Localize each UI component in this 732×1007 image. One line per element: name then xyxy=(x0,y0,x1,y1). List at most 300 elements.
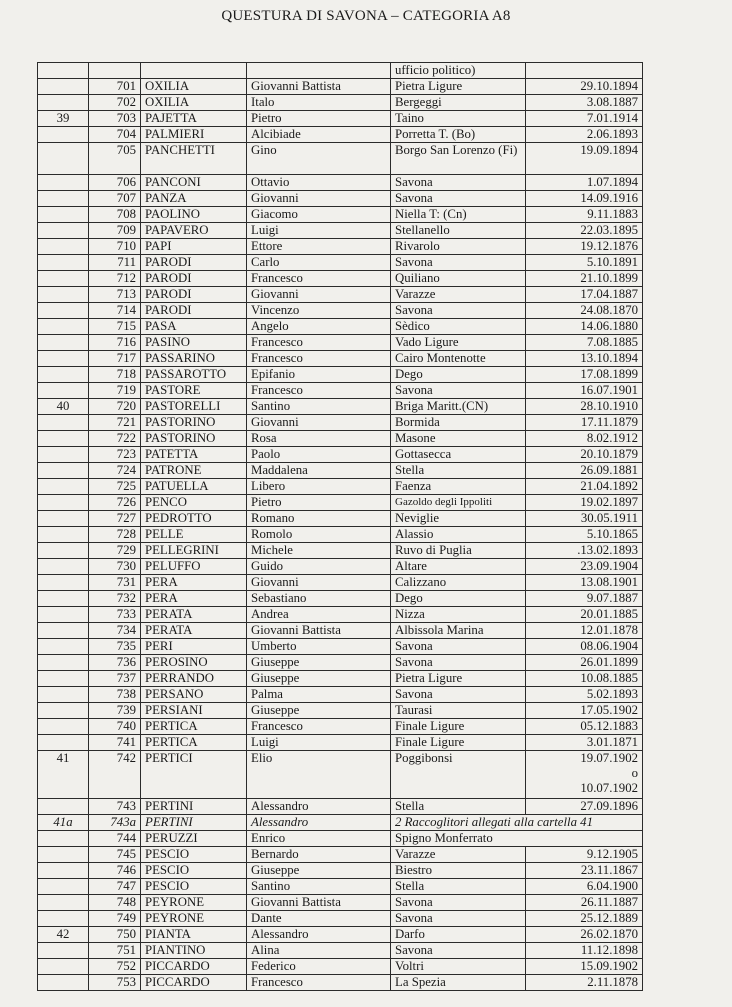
date-cell: 26.09.1881 xyxy=(526,463,643,479)
number-cell: 710 xyxy=(89,239,141,255)
date-cell: 9.12.1905 xyxy=(526,847,643,863)
surname-cell: PAPI xyxy=(141,239,247,255)
box-cell xyxy=(38,367,89,383)
place-cell: ufficio politico) xyxy=(391,63,526,79)
table-row xyxy=(38,527,643,543)
table-row xyxy=(38,143,643,175)
surname-cell: PICCARDO xyxy=(141,959,247,975)
place-cell: Cairo Montenotte xyxy=(391,351,526,367)
number-cell: 750 xyxy=(89,927,141,943)
number-cell: 738 xyxy=(89,687,141,703)
place-cell: Rivarolo xyxy=(391,239,526,255)
table-row xyxy=(38,79,643,95)
date-cell: 3.08.1887 xyxy=(526,95,643,111)
name-cell: Giovanni xyxy=(247,287,391,303)
table-row xyxy=(38,927,643,943)
box-cell xyxy=(38,351,89,367)
place-cell: Biestro xyxy=(391,863,526,879)
date-cell: 19.12.1876 xyxy=(526,239,643,255)
surname-cell: PANZA xyxy=(141,191,247,207)
table-row xyxy=(38,335,643,351)
place-cell: Savona xyxy=(391,687,526,703)
date-cell: 27.09.1896 xyxy=(526,799,643,815)
table-row xyxy=(38,639,643,655)
table-row xyxy=(38,831,643,847)
number-cell: 752 xyxy=(89,959,141,975)
box-cell xyxy=(38,239,89,255)
surname-cell: PANCHETTI xyxy=(141,143,247,175)
name-cell: Elio xyxy=(247,751,391,799)
surname-cell: PAOLINO xyxy=(141,207,247,223)
date-cell: 26.01.1899 xyxy=(526,655,643,671)
table-row xyxy=(38,127,643,143)
place-cell: Bergeggi xyxy=(391,95,526,111)
name-cell: Santino xyxy=(247,399,391,415)
box-cell xyxy=(38,207,89,223)
name-cell: Enrico xyxy=(247,831,391,847)
name-cell: Ettore xyxy=(247,239,391,255)
surname-cell: PERA xyxy=(141,591,247,607)
date-cell: 10.08.1885 xyxy=(526,671,643,687)
box-cell xyxy=(38,847,89,863)
place-cell: La Spezia xyxy=(391,975,526,991)
box-cell xyxy=(38,863,89,879)
date-cell: 5.02.1893 xyxy=(526,687,643,703)
number-cell: 715 xyxy=(89,319,141,335)
surname-cell: PAJETTA xyxy=(141,111,247,127)
name-cell: Giuseppe xyxy=(247,655,391,671)
name-cell: Sebastiano xyxy=(247,591,391,607)
table-row xyxy=(38,415,643,431)
table-row xyxy=(38,479,643,495)
box-cell xyxy=(38,687,89,703)
table-row xyxy=(38,95,643,111)
date-cell: 11.12.1898 xyxy=(526,943,643,959)
name-cell: Carlo xyxy=(247,255,391,271)
table-row xyxy=(38,863,643,879)
surname-cell: PERTICI xyxy=(141,751,247,799)
surname-cell: PATRONE xyxy=(141,463,247,479)
table-row xyxy=(38,511,643,527)
table-row xyxy=(38,111,643,127)
table-row xyxy=(38,815,643,831)
place-cell: Finale Ligure xyxy=(391,719,526,735)
box-cell xyxy=(38,79,89,95)
box-cell xyxy=(38,655,89,671)
date-cell: 19.09.1894 xyxy=(526,143,643,175)
surname-cell: PARODI xyxy=(141,271,247,287)
date-cell: 12.01.1878 xyxy=(526,623,643,639)
place-cell: Faenza xyxy=(391,479,526,495)
date-cell: 17.08.1899 xyxy=(526,367,643,383)
box-cell xyxy=(38,319,89,335)
place-cell: Ruvo di Puglia xyxy=(391,543,526,559)
box-cell xyxy=(38,415,89,431)
surname-cell: PIANTINO xyxy=(141,943,247,959)
table-row xyxy=(38,303,643,319)
number-cell: 745 xyxy=(89,847,141,863)
table-row xyxy=(38,895,643,911)
box-cell xyxy=(38,143,89,175)
date-cell: 05.12.1883 xyxy=(526,719,643,735)
date-alternative-word: o xyxy=(631,766,638,780)
name-cell: Giovanni xyxy=(247,415,391,431)
place-cell: Nizza xyxy=(391,607,526,623)
box-cell xyxy=(38,191,89,207)
box-cell xyxy=(38,383,89,399)
box-cell xyxy=(38,623,89,639)
number-cell: 701 xyxy=(89,79,141,95)
name-cell: Alessandro xyxy=(247,927,391,943)
date-cell: 8.02.1912 xyxy=(526,431,643,447)
box-cell xyxy=(38,591,89,607)
date-cell: 16.07.1901 xyxy=(526,383,643,399)
date-cell: 20.10.1879 xyxy=(526,447,643,463)
number-cell: 707 xyxy=(89,191,141,207)
surname-cell: PERSANO xyxy=(141,687,247,703)
table-row xyxy=(38,879,643,895)
number-cell: 706 xyxy=(89,175,141,191)
place-cell: Savona xyxy=(391,303,526,319)
table-row-continuation xyxy=(38,63,643,79)
place-cell: Vado Ligure xyxy=(391,335,526,351)
place-cell: Stella xyxy=(391,799,526,815)
place-cell: Finale Ligure xyxy=(391,735,526,751)
date-cell: 22.03.1895 xyxy=(526,223,643,239)
table-row xyxy=(38,239,643,255)
place-cell: Savona xyxy=(391,191,526,207)
table-row xyxy=(38,847,643,863)
surname-cell: PEYRONE xyxy=(141,911,247,927)
box-cell xyxy=(38,895,89,911)
box-cell xyxy=(38,63,89,79)
note-cell: 2 Raccoglitori allegati alla cartella 41 xyxy=(391,815,643,831)
surname-cell: PATUELLA xyxy=(141,479,247,495)
box-cell xyxy=(38,735,89,751)
date-cell xyxy=(526,751,643,799)
surname-cell: PASTORELLI xyxy=(141,399,247,415)
name-cell: Federico xyxy=(247,959,391,975)
table-row xyxy=(38,207,643,223)
place-cell: Savona xyxy=(391,383,526,399)
number-cell: 709 xyxy=(89,223,141,239)
box-cell xyxy=(38,943,89,959)
box-cell: 41a xyxy=(38,815,89,831)
box-cell xyxy=(38,959,89,975)
number-cell: 714 xyxy=(89,303,141,319)
table-row xyxy=(38,703,643,719)
date-cell: 19.02.1897 xyxy=(526,495,643,511)
surname-cell: OXILIA xyxy=(141,95,247,111)
place-cell: Stella xyxy=(391,463,526,479)
name-cell: Giovanni Battista xyxy=(247,895,391,911)
place-cell: Sèdico xyxy=(391,319,526,335)
table-row xyxy=(38,719,643,735)
date-cell: 5.10.1865 xyxy=(526,527,643,543)
number-cell: 753 xyxy=(89,975,141,991)
number-cell: 702 xyxy=(89,95,141,111)
table-row xyxy=(38,255,643,271)
place-cell: Briga Maritt.(CN) xyxy=(391,399,526,415)
name-cell: Ottavio xyxy=(247,175,391,191)
number-cell: 749 xyxy=(89,911,141,927)
place-cell: Stella xyxy=(391,879,526,895)
box-cell xyxy=(38,335,89,351)
surname-cell: PERATA xyxy=(141,607,247,623)
place-cell: Savona xyxy=(391,655,526,671)
date-value: 10.07.1902 xyxy=(580,781,638,795)
date-cell: 29.10.1894 xyxy=(526,79,643,95)
box-cell xyxy=(38,559,89,575)
box-cell xyxy=(38,719,89,735)
surname-cell: PESCIO xyxy=(141,879,247,895)
box-cell xyxy=(38,447,89,463)
place-cell: Dego xyxy=(391,591,526,607)
name-cell: Francesco xyxy=(247,271,391,287)
date-cell: 14.09.1916 xyxy=(526,191,643,207)
date-cell: 08.06.1904 xyxy=(526,639,643,655)
surname-cell xyxy=(141,63,247,79)
number-cell: 722 xyxy=(89,431,141,447)
name-cell: Italo xyxy=(247,95,391,111)
surname-cell: PERTINI xyxy=(141,815,247,831)
surname-cell: PASINO xyxy=(141,335,247,351)
date-cell: 17.11.1879 xyxy=(526,415,643,431)
box-cell xyxy=(38,879,89,895)
table-row xyxy=(38,671,643,687)
box-cell xyxy=(38,95,89,111)
number-cell: 731 xyxy=(89,575,141,591)
number-cell: 723 xyxy=(89,447,141,463)
surname-cell: PERATA xyxy=(141,623,247,639)
surname-cell: PASSARINO xyxy=(141,351,247,367)
box-cell: 40 xyxy=(38,399,89,415)
place-cell: Gottasecca xyxy=(391,447,526,463)
name-cell: Umberto xyxy=(247,639,391,655)
number-cell: 718 xyxy=(89,367,141,383)
place-cell: Taino xyxy=(391,111,526,127)
place-cell: Borgo San Lorenzo (Fi) xyxy=(391,143,526,175)
table-row xyxy=(38,751,643,799)
place-cell: Savona xyxy=(391,943,526,959)
table-row xyxy=(38,975,643,991)
date-cell: 25.12.1889 xyxy=(526,911,643,927)
place-cell: Stellanello xyxy=(391,223,526,239)
name-cell: Libero xyxy=(247,479,391,495)
number-cell: 719 xyxy=(89,383,141,399)
name-cell: Giovanni xyxy=(247,575,391,591)
number-cell: 732 xyxy=(89,591,141,607)
place-cell: Savona xyxy=(391,175,526,191)
table-row xyxy=(38,575,643,591)
name-cell: Alina xyxy=(247,943,391,959)
place-cell: Savona xyxy=(391,911,526,927)
number-cell: 716 xyxy=(89,335,141,351)
register-table xyxy=(37,62,643,991)
surname-cell: PERUZZI xyxy=(141,831,247,847)
box-cell xyxy=(38,495,89,511)
page-title: QUESTURA DI SAVONA – CATEGORIA A8 xyxy=(221,8,511,24)
surname-cell: PASA xyxy=(141,319,247,335)
name-cell: Andrea xyxy=(247,607,391,623)
name-cell: Giovanni xyxy=(247,191,391,207)
place-cell: Spigno Monferrato xyxy=(391,831,643,847)
name-cell: Giuseppe xyxy=(247,863,391,879)
name-cell: Palma xyxy=(247,687,391,703)
number-cell: 736 xyxy=(89,655,141,671)
table-row xyxy=(38,399,643,415)
name-cell: Luigi xyxy=(247,735,391,751)
table-row xyxy=(38,175,643,191)
table-row xyxy=(38,447,643,463)
name-cell: Romano xyxy=(247,511,391,527)
place-cell: Savona xyxy=(391,255,526,271)
surname-cell: PAPAVERO xyxy=(141,223,247,239)
surname-cell: PICCARDO xyxy=(141,975,247,991)
table-row xyxy=(38,191,643,207)
date-cell: 17.04.1887 xyxy=(526,287,643,303)
box-cell: 41 xyxy=(38,751,89,799)
number-cell xyxy=(89,63,141,79)
number-cell: 704 xyxy=(89,127,141,143)
surname-cell: PESCIO xyxy=(141,847,247,863)
place-cell: Neviglie xyxy=(391,511,526,527)
box-cell: 42 xyxy=(38,927,89,943)
date-cell: 1.07.1894 xyxy=(526,175,643,191)
table-row xyxy=(38,687,643,703)
name-cell: Alessandro xyxy=(247,799,391,815)
date-cell: 9.07.1887 xyxy=(526,591,643,607)
number-cell: 728 xyxy=(89,527,141,543)
place-cell: Calizzano xyxy=(391,575,526,591)
name-cell: Angelo xyxy=(247,319,391,335)
date-cell: 3.01.1871 xyxy=(526,735,643,751)
surname-cell: PATETTA xyxy=(141,447,247,463)
date-cell: .13.02.1893 xyxy=(526,543,643,559)
number-cell: 740 xyxy=(89,719,141,735)
surname-cell: PIANTA xyxy=(141,927,247,943)
number-cell: 717 xyxy=(89,351,141,367)
date-cell: 9.11.1883 xyxy=(526,207,643,223)
table-row xyxy=(38,911,643,927)
name-cell: Vincenzo xyxy=(247,303,391,319)
date-cell: 30.05.1911 xyxy=(526,511,643,527)
table-row xyxy=(38,735,643,751)
name-cell: Bernardo xyxy=(247,847,391,863)
number-cell: 730 xyxy=(89,559,141,575)
table-row xyxy=(38,959,643,975)
name-cell: Dante xyxy=(247,911,391,927)
surname-cell: PELUFFO xyxy=(141,559,247,575)
place-cell: Poggibonsi xyxy=(391,751,526,799)
box-cell xyxy=(38,911,89,927)
number-cell: 748 xyxy=(89,895,141,911)
name-cell: Giacomo xyxy=(247,207,391,223)
date-cell xyxy=(526,63,643,79)
date-cell: 17.05.1902 xyxy=(526,703,643,719)
place-cell: Varazze xyxy=(391,847,526,863)
surname-cell: PEROSINO xyxy=(141,655,247,671)
date-cell: 21.04.1892 xyxy=(526,479,643,495)
number-cell: 739 xyxy=(89,703,141,719)
date-cell: 21.10.1899 xyxy=(526,271,643,287)
name-cell: Michele xyxy=(247,543,391,559)
number-cell: 746 xyxy=(89,863,141,879)
name-cell: Romolo xyxy=(247,527,391,543)
date-cell: 24.08.1870 xyxy=(526,303,643,319)
name-cell: Francesco xyxy=(247,351,391,367)
surname-cell: PASTORINO xyxy=(141,431,247,447)
box-cell xyxy=(38,511,89,527)
surname-cell: PERTINI xyxy=(141,799,247,815)
surname-cell: PENCO xyxy=(141,495,247,511)
place-cell: Dego xyxy=(391,367,526,383)
surname-cell: PEYRONE xyxy=(141,895,247,911)
date-cell: 2.06.1893 xyxy=(526,127,643,143)
name-cell: Giuseppe xyxy=(247,703,391,719)
name-cell: Alessandro xyxy=(247,815,391,831)
place-cell: Masone xyxy=(391,431,526,447)
place-cell: Taurasi xyxy=(391,703,526,719)
place-cell: Savona xyxy=(391,895,526,911)
table-row xyxy=(38,543,643,559)
place-cell: Alassio xyxy=(391,527,526,543)
table-row xyxy=(38,351,643,367)
table-row xyxy=(38,943,643,959)
box-cell xyxy=(38,175,89,191)
name-cell: Santino xyxy=(247,879,391,895)
number-cell: 735 xyxy=(89,639,141,655)
box-cell xyxy=(38,303,89,319)
name-cell xyxy=(247,63,391,79)
place-cell: Quiliano xyxy=(391,271,526,287)
place-cell: Bormida xyxy=(391,415,526,431)
box-cell xyxy=(38,703,89,719)
name-cell: Epifanio xyxy=(247,367,391,383)
box-cell xyxy=(38,831,89,847)
box-cell xyxy=(38,287,89,303)
table-row xyxy=(38,431,643,447)
name-cell: Francesco xyxy=(247,335,391,351)
number-cell: 712 xyxy=(89,271,141,287)
date-cell: 26.02.1870 xyxy=(526,927,643,943)
table-row xyxy=(38,463,643,479)
box-cell xyxy=(38,223,89,239)
surname-cell: PERSIANI xyxy=(141,703,247,719)
name-cell: Maddalena xyxy=(247,463,391,479)
surname-cell: PELLE xyxy=(141,527,247,543)
place-cell: Altare xyxy=(391,559,526,575)
name-cell: Giovanni Battista xyxy=(247,623,391,639)
number-cell: 726 xyxy=(89,495,141,511)
place-cell: Varazze xyxy=(391,287,526,303)
number-cell: 741 xyxy=(89,735,141,751)
box-cell xyxy=(38,431,89,447)
name-cell: Guido xyxy=(247,559,391,575)
surname-cell: PARODI xyxy=(141,303,247,319)
name-cell: Pietro xyxy=(247,495,391,511)
surname-cell: PERA xyxy=(141,575,247,591)
surname-cell: PESCIO xyxy=(141,863,247,879)
table-row xyxy=(38,223,643,239)
place-cell: Savona xyxy=(391,639,526,655)
number-cell: 729 xyxy=(89,543,141,559)
place-cell: Pietra Ligure xyxy=(391,671,526,687)
table-row xyxy=(38,559,643,575)
place-cell: Darfo xyxy=(391,927,526,943)
place-cell: Voltri xyxy=(391,959,526,975)
surname-cell: PERTICA xyxy=(141,719,247,735)
